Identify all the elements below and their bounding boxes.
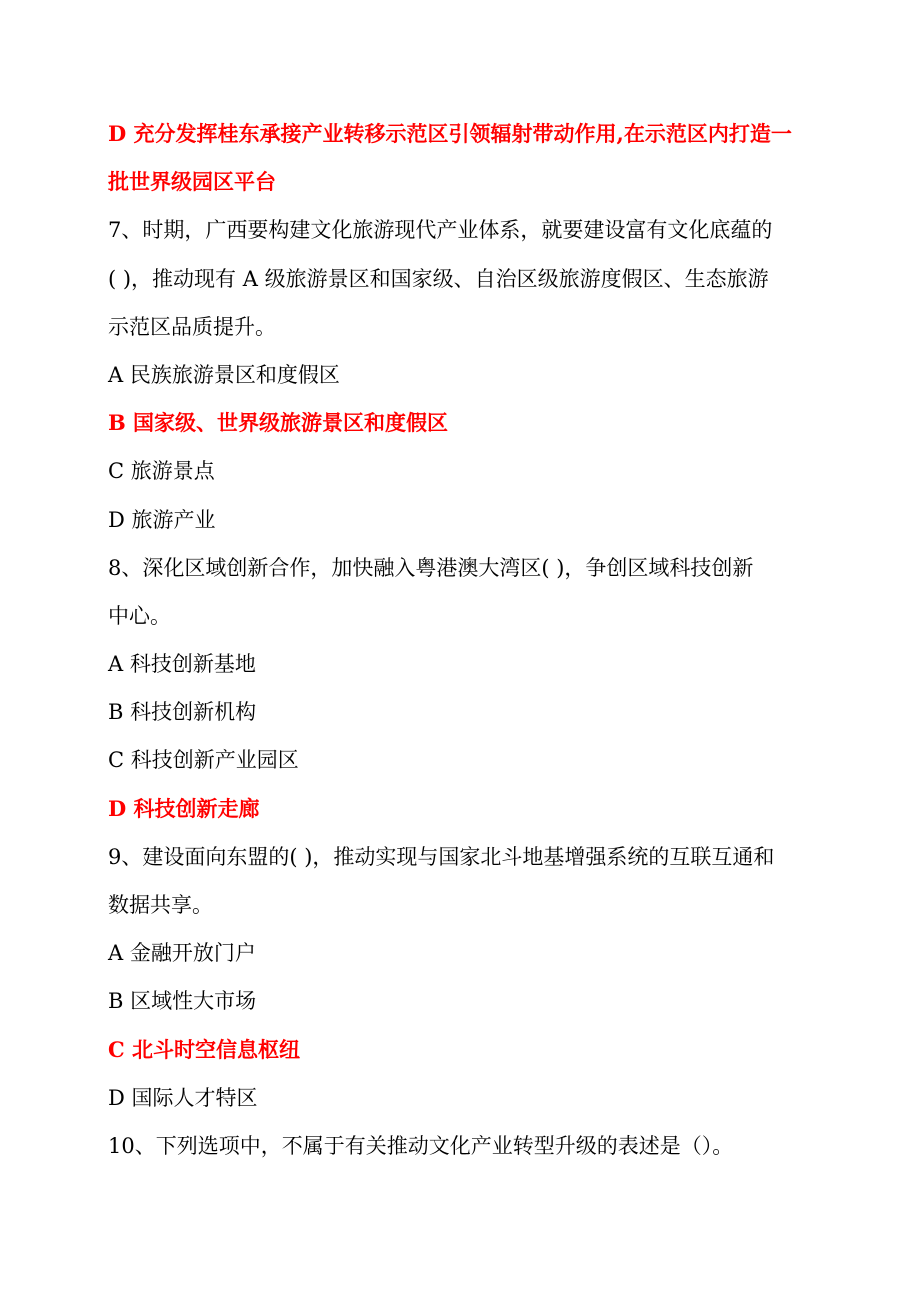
text-line: 8、深化区域创新合作，加快融入粤港澳大湾区( )，争创区域科技创新 (108, 555, 754, 580)
answer-line: B 国家级、世界级旅游景区和度假区 (108, 410, 449, 436)
answer-line: D 科技创新走廊 (108, 795, 260, 821)
text-line: B 科技创新机构 (108, 700, 257, 725)
text-line: A 民族旅游景区和度假区 (108, 362, 340, 387)
text-line: 7、时期，广西要构建文化旅游现代产业体系，就要建设富有文化底蕴的 (108, 218, 773, 243)
text-line: ( )，推动现有 A 级旅游景区和国家级、自治区级旅游度假区、生态旅游 (108, 266, 769, 291)
answer-line: 批世界级园区平台 (108, 169, 276, 195)
text-line: A 科技创新基地 (108, 652, 256, 677)
text-line: C 旅游景点 (108, 459, 215, 484)
text-line: 10、下列选项中，不属于有关推动文化产业转型升级的表述是（）。 (108, 1133, 734, 1158)
text-line: D 旅游产业 (108, 507, 216, 532)
answer-line: D 充分发挥桂东承接产业转移示范区引领辐射带动作用,在示范区内打造一 (108, 121, 792, 146)
text-line: B 区域性大市场 (108, 989, 257, 1014)
text-line: 数据共享。 (108, 893, 213, 917)
text-line: 示范区品质提升。 (108, 314, 276, 339)
document-body (108, 110, 820, 1170)
text-line: 中心。 (108, 603, 171, 628)
text-line: C 科技创新产业园区 (108, 748, 299, 773)
text-line: A 金融开放门户 (108, 941, 256, 966)
text-line: D 国际人才特区 (108, 1085, 258, 1110)
text-line: 9、建设面向东盟的( )，推动实现与国家北斗地基增强系统的互联互通和 (108, 844, 775, 869)
answer-line: C 北斗时空信息枢纽 (108, 1036, 301, 1062)
